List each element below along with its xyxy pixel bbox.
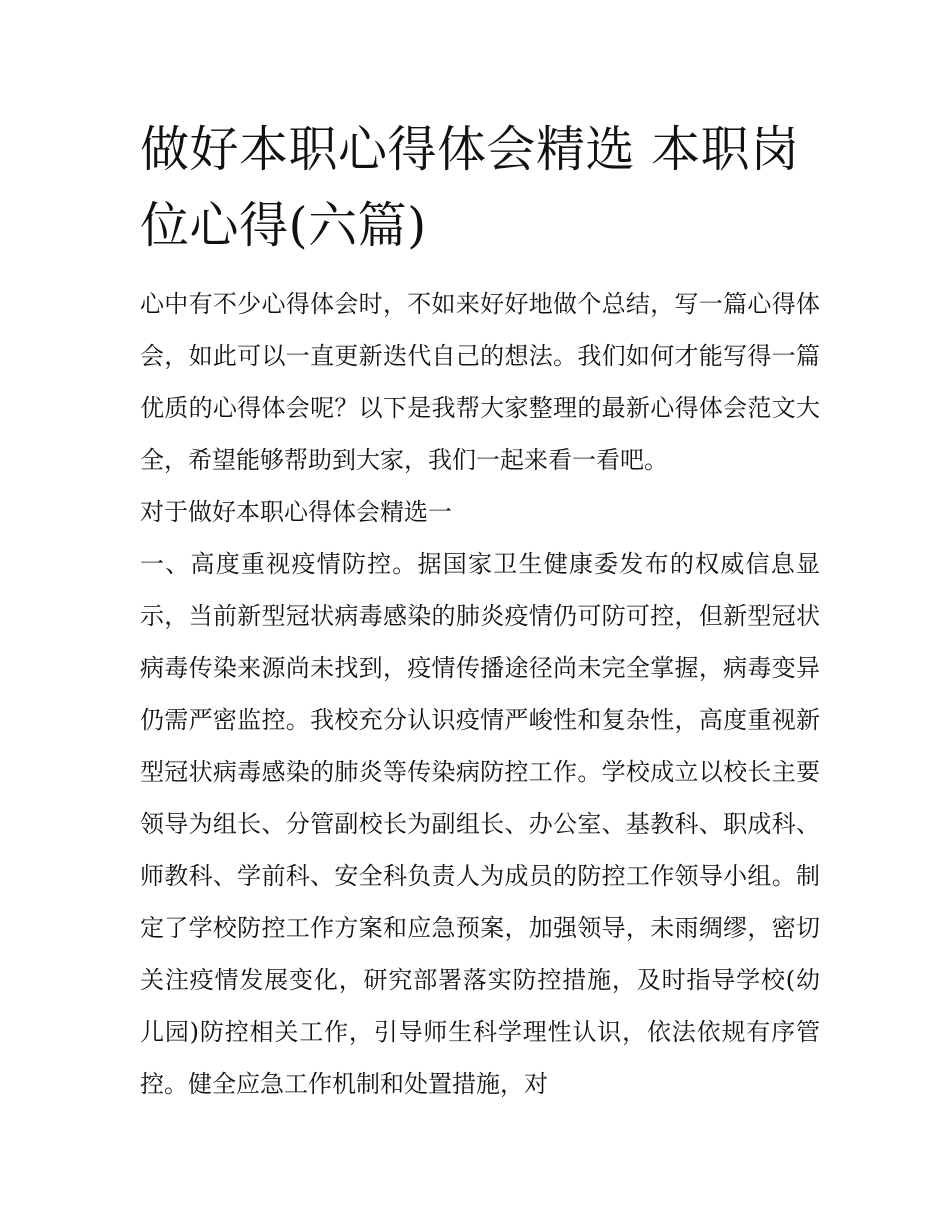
section-heading: 对于做好本职心得体会精选一 (140, 498, 452, 526)
intro-paragraph: 心中有不少心得体会时，不如来好好地做个总结，写一篇心得体会，如此可以一直更新迭代自己的想法。我们如何才能写得一篇优质的心得体会呢？以下是我帮大家整理的最新心得体会范文大全，希望能够帮助到大家，我们一起来看一看吧。 (140, 290, 820, 474)
document-body (140, 278, 820, 1110)
body-paragraph: 一、高度重视疫情防控。据国家卫生健康委发布的权威信息显示，当前新型冠状病毒感染的肺炎疫情仍可防可控，但新型冠状病毒传染来源尚未找到，疫情传播途径尚未完全掌握，病毒变异仍需严密监控。我校充分认识疫情严峻性和复杂性，高度重视新型冠状病毒感染的肺炎等传染病防控工作。学校成立以校长主要领导为组长、分管副校长为副组长、办公室、基教科、职成科、师教科、学前科、安全科负责人为成员的防控工作领导小组。制定了学校防控工作方案和应急预案，加强领导，未雨绸缪，密切关注疫情发展变化，研究部署落实防控措施，及时指导学校(幼儿园)防控相关工作，引导师生科学理性认识，依法依规有序管控。健全应急工作机制和处置措施，对 (140, 550, 820, 1098)
document-title: 做好本职心得体会精选 本职岗位心得(六篇) (140, 121, 800, 254)
